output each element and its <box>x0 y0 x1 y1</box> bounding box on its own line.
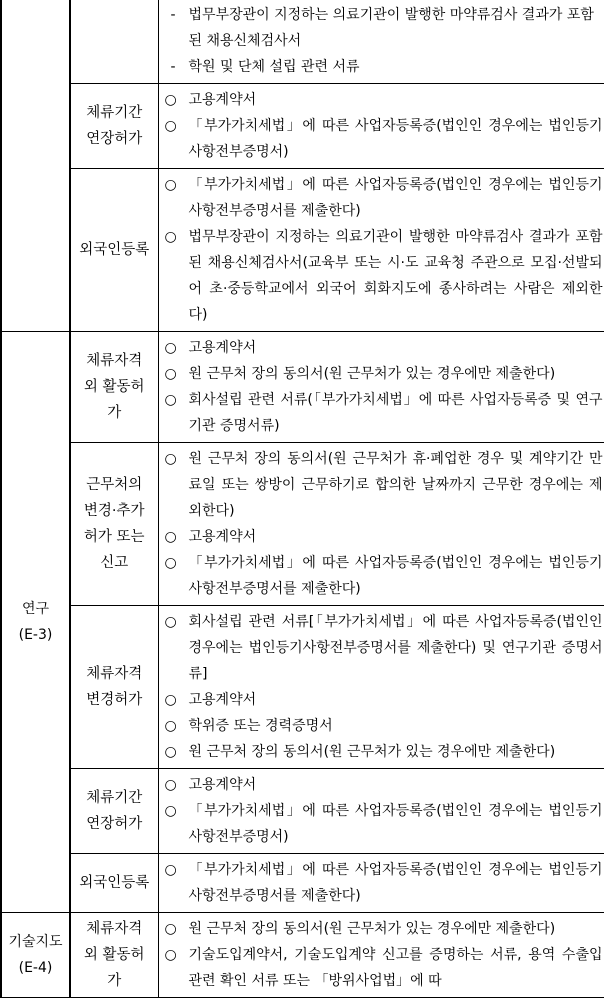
table-row <box>1 332 604 443</box>
list-item: ○ 기술도입계약서, 기술도입계약 신고를 증명하는 서류, 용역 수출입 관련 확인 서류 또는 「방위사업법」에 따 <box>164 947 603 989</box>
subcategory-cell <box>70 0 158 84</box>
list-item: ○ 원 근무처 장의 동의서(원 근무처가 휴·폐업한 경우 및 계약기간 만료일 또는 쌍방이 근무하기로 합의한 날짜까지 근무한 경우에는 제외한다) <box>164 451 603 519</box>
table-row <box>1 854 604 913</box>
requirements-cell <box>158 169 604 332</box>
subcategory-cell: 근무처의 변경·추가 허가 또는 신고 <box>70 443 158 606</box>
list-item: - 학원 및 단체 설립 관련 서류 <box>170 59 360 75</box>
subcategory-cell: 체류자격 변경허가 <box>70 606 158 769</box>
table-row <box>1 0 604 84</box>
subcategory-cell: 체류기간 연장허가 <box>70 769 158 854</box>
category-cell: 연구 (E-3) <box>1 332 70 913</box>
table-row <box>1 913 604 998</box>
list-item: ○ 고용계약서 <box>164 340 257 356</box>
list-item: ○ 법무부장관이 지정하는 의료기관이 발행한 마약류검사 결과가 포함된 채용신체검사서(교육부 또는 시·도 교육청 주관으로 모집·선발되어 초·중등학교에서 외국어 회화지도에 종사하려는 사람은 제외한다) <box>164 229 603 323</box>
list-item: ○ 고용계약서 <box>164 692 257 708</box>
subcategory-cell: 외국인등록 <box>70 854 158 913</box>
list-item: ○ 원 근무처 장의 동의서(원 근무처가 있는 경우에만 제출한다) <box>164 921 556 937</box>
list-item: ○ 「부가가치세법」에 따른 사업자등록증(법인인 경우에는 법인등기사항전부증명서를 제출한다) <box>164 555 603 597</box>
list-item: ○ 「부가가치세법」에 따른 사업자등록증(법인인 경우에는 법인등기사항전부증명서를 제출한다) <box>164 177 603 219</box>
subcategory-cell: 체류기간 연장허가 <box>70 84 158 169</box>
category-cell: 기술지도 (E-4) <box>1 913 70 998</box>
requirements-cell <box>158 769 604 854</box>
requirements-cell <box>158 913 604 998</box>
table-row <box>1 84 604 169</box>
subcategory-cell: 외국인등록 <box>70 169 158 332</box>
list-item: ○ 원 근무처 장의 동의서(원 근무처가 있는 경우에만 제출한다) <box>164 366 556 382</box>
list-item: ○ 고용계약서 <box>164 529 257 545</box>
list-item: ○ 회사설립 관련 서류[「부가가치세법」에 따른 사업자등록증(법인인 경우에는 법인등기사항전부증명서를 제출한다) 및 연구기관 증명서류] <box>164 614 603 682</box>
requirements-cell <box>158 84 604 169</box>
requirements-cell <box>158 0 604 84</box>
requirements-cell <box>158 606 604 769</box>
requirements-cell <box>158 854 604 913</box>
requirements-cell <box>158 443 604 606</box>
table-row <box>1 443 604 606</box>
table-row <box>1 606 604 769</box>
list-item: ○ 「부가가치세법」에 따른 사업자등록증(법인인 경우에는 법인등기사항전부증명서) <box>164 118 603 160</box>
list-item: ○ 「부가가치세법」에 따른 사업자등록증(법인인 경우에는 법인등기사항전부증명서) <box>164 803 603 845</box>
list-item: ○ 학위증 또는 경력증명서 <box>164 718 333 734</box>
table-row <box>1 169 604 332</box>
table-row <box>1 769 604 854</box>
list-item: ○ 고용계약서 <box>164 92 257 108</box>
subcategory-cell: 체류자격 외 활동허 가 <box>70 332 158 443</box>
list-item: ○ 고용계약서 <box>164 777 257 793</box>
subcategory-cell: 체류자격 외 활동허 가 <box>70 913 158 998</box>
list-item: ○ 「부가가치세법」에 따른 사업자등록증(법인인 경우에는 법인등기사항전부증명서를 제출한다) <box>164 862 603 904</box>
list-item: - 법무부장관이 지정하는 의료기관이 발행한 마약류검사 결과가 포함된 채용신체검사서 <box>170 7 594 49</box>
list-item: ○ 원 근무처 장의 동의서(원 근무처가 있는 경우에만 제출한다) <box>164 744 556 760</box>
category-cell <box>1 0 70 332</box>
requirements-cell <box>158 332 604 443</box>
list-item: ○ 회사설립 관련 서류(「부가가치세법」에 따른 사업자등록증 및 연구기관 증명서류) <box>164 392 603 434</box>
